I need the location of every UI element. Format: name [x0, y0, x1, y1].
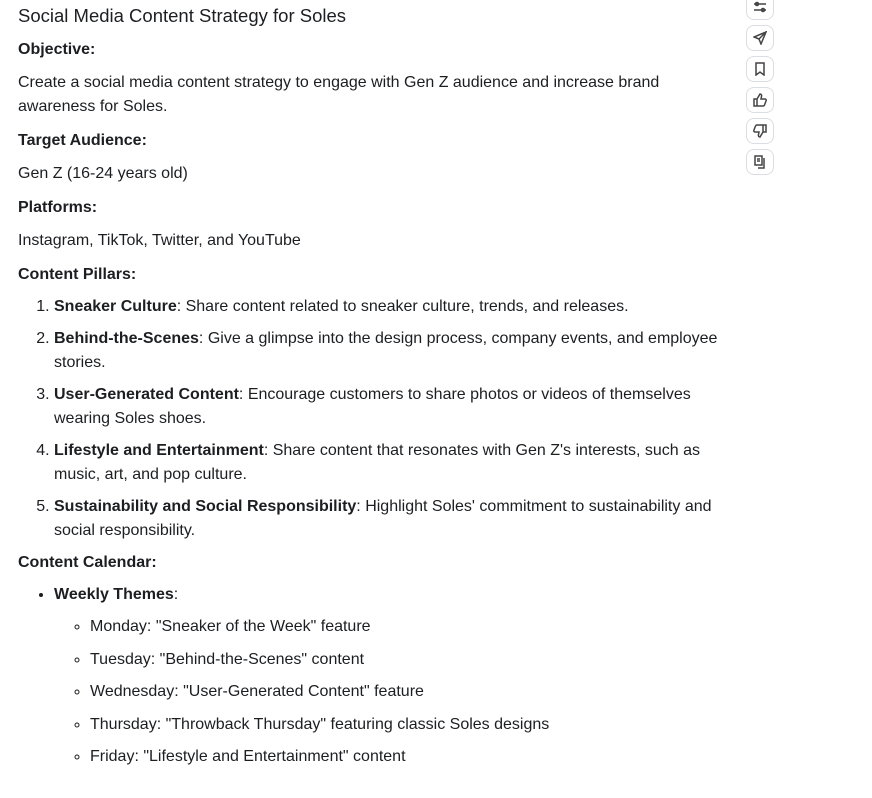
list-item: ◦ Monday: "Sneaker of the Week" feature	[90, 615, 738, 639]
like-button[interactable]	[746, 87, 774, 113]
audience-heading: Target Audience:	[18, 132, 147, 149]
list-item	[54, 295, 738, 319]
pillars-list	[18, 295, 738, 543]
pillar-title: Lifestyle and Entertainment	[54, 442, 264, 459]
colon: :	[173, 586, 179, 603]
bookmark-icon	[753, 62, 767, 76]
platforms-text: Instagram, TikTok, Twitter, and YouTube	[18, 232, 301, 249]
list-item	[54, 439, 738, 487]
thumbs-down-icon	[753, 124, 767, 138]
list-item: ◦ Friday: "Lifestyle and Entertainment" content	[90, 745, 738, 769]
settings-sliders-icon	[753, 0, 767, 14]
pillar-title: User-Generated Content	[54, 386, 239, 403]
list-item	[54, 495, 738, 543]
bookmark-button[interactable]	[746, 56, 774, 82]
platforms-heading: Platforms:	[18, 199, 98, 216]
pillar-title: Sneaker Culture	[54, 298, 177, 315]
pillar-text: : Give a glimpse into the design process, company events, and employee stories.	[54, 330, 718, 371]
copy-icon	[753, 155, 767, 169]
calendar-list	[18, 583, 738, 769]
weekly-title: Weekly Themes	[54, 586, 174, 603]
page-title: Social Media Content Strategy for Soles	[18, 5, 347, 26]
calendar-heading: Content Calendar:	[18, 554, 157, 571]
pillar-text: : Share content related to sneaker culture, trends, and releases.	[176, 298, 629, 315]
audience-text: Gen Z (16-24 years old)	[18, 165, 188, 182]
pillar-title: Sustainability and Social Responsibility	[54, 498, 357, 515]
pillar-text: : Encourage customers to share photos or videos of themselves wearing Soles shoes.	[54, 386, 691, 427]
days-list	[54, 615, 738, 769]
list-item: ◦ Thursday: "Throwback Thursday" featuring classic Soles designs	[90, 713, 738, 737]
message-toolbar	[746, 0, 774, 180]
list-item	[54, 583, 738, 769]
send-icon	[753, 31, 767, 45]
list-item	[54, 383, 738, 431]
pillar-text: : Highlight Soles' commitment to sustainability and social responsibility.	[54, 498, 712, 539]
pillar-text: : Share content that resonates with Gen Z's interests, such as music, art, and pop culture.	[54, 442, 700, 483]
dislike-button[interactable]	[746, 118, 774, 144]
list-item	[54, 327, 738, 375]
pillars-heading: Content Pillars:	[18, 266, 137, 283]
thumbs-up-icon	[753, 93, 767, 107]
share-button[interactable]	[746, 25, 774, 51]
list-item: ◦ Tuesday: "Behind-the-Scenes" content	[90, 648, 738, 672]
response-content	[18, 0, 738, 778]
objective-heading: Objective:	[18, 41, 96, 58]
settings-button[interactable]	[746, 0, 774, 20]
list-item: ◦ Wednesday: "User-Generated Content" feature	[90, 680, 738, 704]
copy-button[interactable]	[746, 149, 774, 175]
objective-text: Create a social media content strategy to engage with Gen Z audience and increase brand awareness for Soles.	[18, 74, 660, 115]
pillar-title: Behind-the-Scenes	[54, 330, 199, 347]
